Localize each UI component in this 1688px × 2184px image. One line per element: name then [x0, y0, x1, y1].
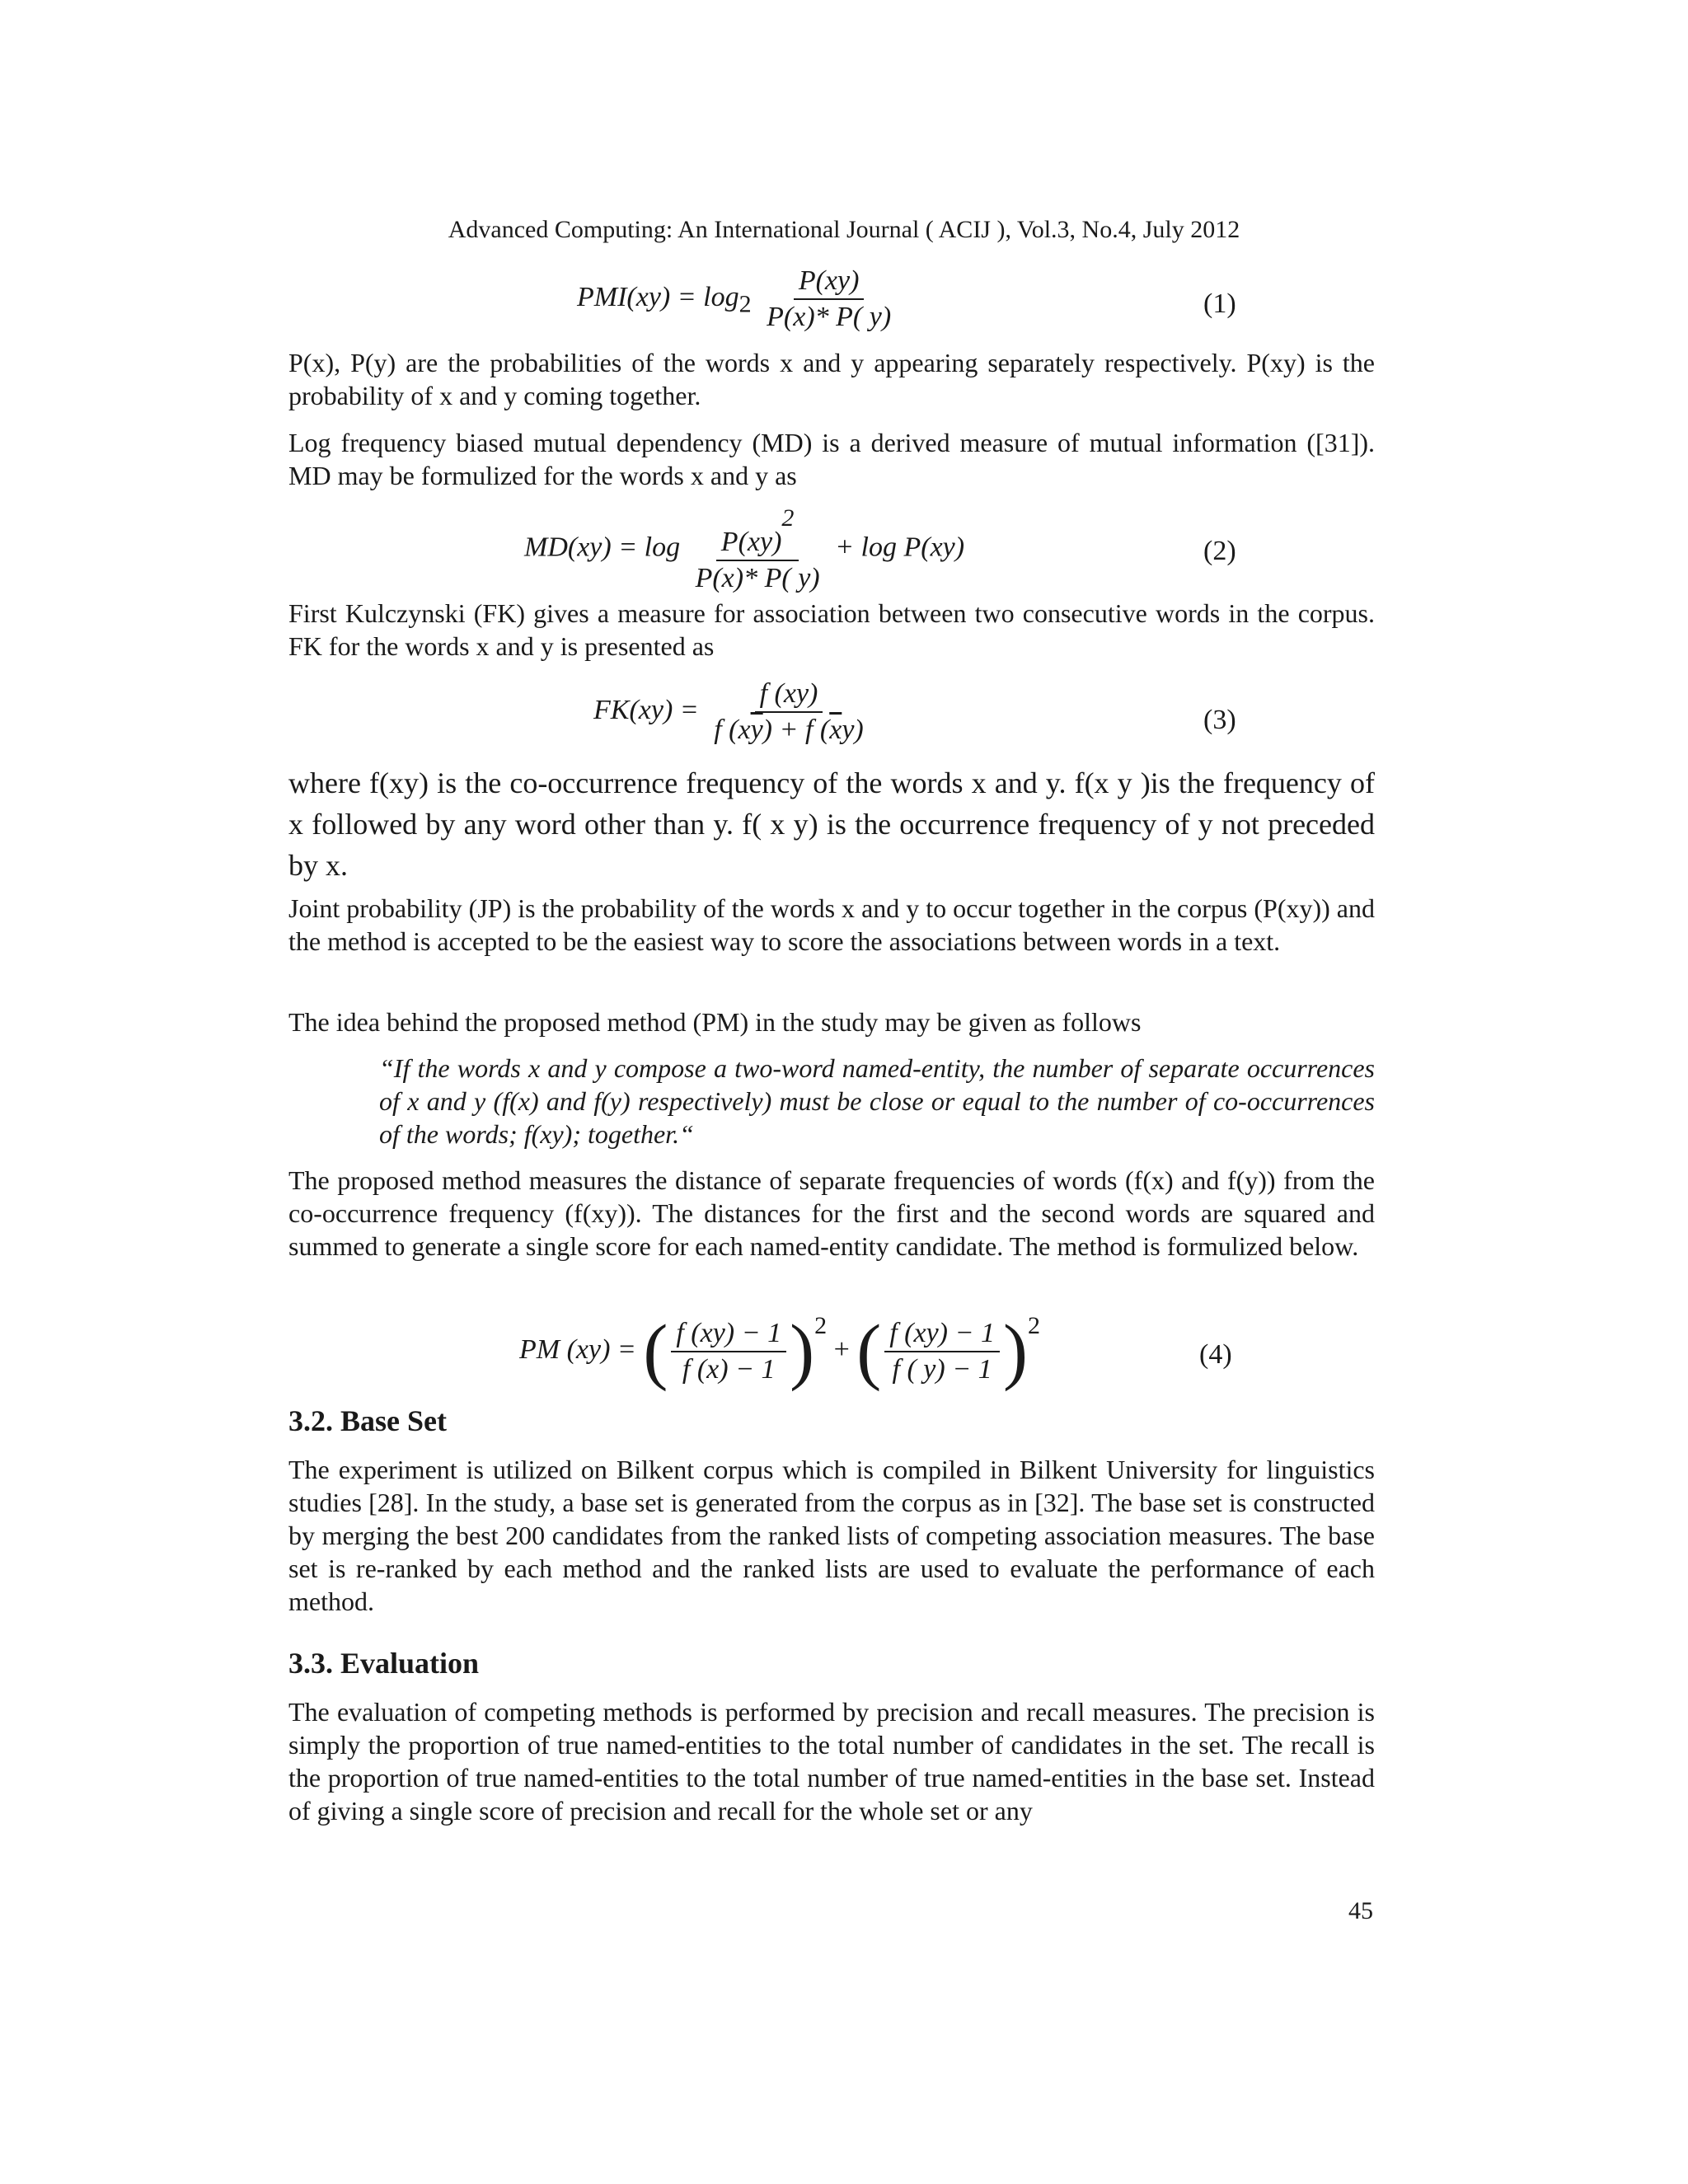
- equation-4: [519, 1310, 1040, 1393]
- eq3-lhs: FK(xy) =: [593, 694, 699, 725]
- equation-2: [524, 504, 964, 594]
- eq1-numerator: P(xy): [794, 265, 865, 300]
- eq3-fraction: [709, 678, 869, 746]
- eq3-denominator: [709, 713, 869, 746]
- eq2-numerator-text: P(xy): [720, 527, 782, 557]
- equation-3: [593, 678, 872, 746]
- eq3-den-a: f (x: [714, 715, 751, 745]
- eq4-numerator-2: f (xy) − 1: [884, 1318, 1000, 1352]
- eq4-exponent-2: 2: [1027, 1312, 1040, 1339]
- paragraph-joint-probability: Joint probability (JP) is the probability of the words x and y to occur together in the corpus (P(xy)) and the method is accepted to be the easiest way to score the associations between words in a text.: [288, 893, 1375, 956]
- eq2-lhs: MD(xy) = log: [524, 532, 681, 563]
- paragraph-pm-description: The proposed method measures the distance of separate frequencies of words (f(x) and f(y)) from the co-occurrence frequency (f(xy)). The distances for the first and the second words are squared and summed to generate a single score for each named-entity candidate. The method is formulized below.: [288, 1165, 1375, 1261]
- section-heading-base-set: 3.2. Base Set: [288, 1404, 447, 1437]
- eq2-denominator: P(x)* P( y): [695, 563, 820, 593]
- eq3-den-a-bar: $\overline{y}$: [750, 715, 763, 745]
- eq4-right-paren-1: ): [790, 1310, 815, 1393]
- eq4-numerator-1: f (xy) − 1: [671, 1318, 786, 1352]
- eq3-den-b-bar: $\overline{x}$: [829, 715, 842, 745]
- equation-1: [577, 265, 899, 333]
- block-quote: “If the words x and y compose a two-word named-entity, the number of separate occurrences of x and y (f(x) and f(y) respectively) must be close or equal to the number of co-occurrences of the words; f(xy); together.“: [379, 1053, 1375, 1149]
- eq1-fraction: [762, 265, 896, 333]
- section-heading-evaluation: 3.3. Evaluation: [288, 1647, 480, 1680]
- paragraph-evaluation: The evaluation of competing methods is performed by precision and recall measures. The precision is simply the proportion of true named-entities to the total number of candidates in the set. The recall is the proportion of true named-entities to the total number of true named-entities in the base set. Instead of giving a single score of precision and recall for the whole set or any: [288, 1697, 1375, 1825]
- paragraph-md-intro: Log frequency biased mutual dependency (MD) is a derived measure of mutual information ([31]). MD may be formulized for the words x and y as: [288, 428, 1375, 490]
- eq4-exponent-1: 2: [814, 1312, 828, 1339]
- eq1-lhs: PMI(xy) = log: [577, 281, 739, 312]
- eq2-exponent: 2: [781, 504, 795, 532]
- paragraph-base-set: The experiment is utilized on Bilkent corpus which is compiled in Bilkent University for linguistics studies [28]. In the study, a base set is generated from the corpus as in [32]. The base set is constructed by merging the best 200 candidates from the ranked lists of competing association measures. The base set is re-ranked by each method and the ranked lists are used to evaluate the performance of each method.: [288, 1455, 1375, 1616]
- eq4-right-paren-2: ): [1002, 1310, 1028, 1393]
- equation-number-4: (4): [1199, 1339, 1232, 1370]
- eq3-den-b: ) + f (: [762, 715, 830, 745]
- eq4-fraction-1: [671, 1318, 786, 1385]
- equation-number-3: (3): [1203, 705, 1236, 735]
- equation-number-2: (2): [1203, 536, 1236, 566]
- running-header: Advanced Computing: An International Journal ( ACIJ ), Vol.3, No.4, July 2012: [448, 216, 1240, 243]
- page-number: 45: [1348, 1897, 1373, 1924]
- paragraph-fk-definition: where f(xy) is the co-occurrence frequency of the words x and y. f(x y )is the frequency of x followed by any word other than y. f( x y) is the occurrence frequency of y not preceded by x.: [288, 766, 1375, 882]
- paragraph-probabilities: P(x), P(y) are the probabilities of the words x and y appearing separately respectively. P(xy) is the probability of x and y coming together.: [288, 348, 1375, 410]
- eq1-denominator: P(x)* P( y): [767, 302, 892, 332]
- eq2-tail: + log P(xy): [835, 532, 965, 563]
- eq4-denominator-1: f (x) − 1: [682, 1354, 776, 1385]
- eq4-left-paren-1: (: [643, 1310, 668, 1393]
- paragraph-fk-intro: First Kulczynski (FK) gives a measure for association between two consecutive words in the corpus. FK for the words x and y is presented as: [288, 598, 1375, 661]
- eq4-denominator-2: f ( y) − 1: [892, 1354, 992, 1385]
- eq2-fraction: [691, 504, 825, 594]
- eq4-left-paren-2: (: [856, 1310, 882, 1393]
- paragraph-pm-idea: The idea behind the proposed method (PM) in the study may be given as follows: [288, 1007, 1142, 1037]
- equation-number-1: (1): [1203, 288, 1236, 319]
- eq4-lhs: PM (xy) =: [519, 1334, 636, 1365]
- eq2-numerator: [716, 504, 799, 561]
- eq4-plus: +: [833, 1334, 850, 1365]
- eq3-den-c: y): [842, 715, 864, 745]
- eq4-fraction-2: [884, 1318, 1000, 1385]
- eq1-base: 2: [738, 290, 752, 318]
- eq3-numerator: f (xy): [755, 678, 823, 713]
